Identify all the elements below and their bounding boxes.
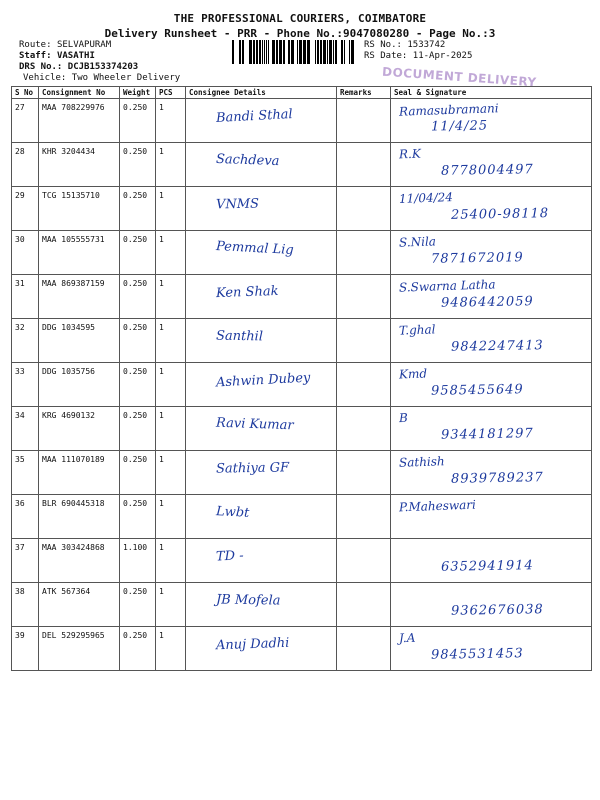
row-remarks — [337, 583, 391, 627]
table-row — [12, 187, 592, 231]
table-row — [12, 143, 592, 187]
consignee-handwriting: Ken Shak — [215, 283, 279, 302]
consignee-handwriting: Ravi Kumar — [215, 415, 294, 434]
row-sno: 36 — [12, 495, 39, 539]
runsheet-table — [11, 86, 592, 671]
signature-handwriting: S.Nila — [398, 234, 437, 250]
route-line — [19, 40, 111, 51]
row-remarks — [337, 275, 391, 319]
route-value: SELVAPURAM — [56, 40, 112, 50]
phone-handwriting: 9842247413 — [450, 338, 544, 355]
row-pcs: 1 — [156, 187, 186, 231]
row-pcs: 1 — [156, 451, 186, 495]
signature-handwriting: S.Swarna Latha — [398, 277, 496, 295]
signature-handwriting: R.K — [398, 146, 422, 162]
row-consignment-no: TCG 15135710 — [39, 187, 120, 231]
row-consignee-details — [186, 143, 337, 187]
row-remarks — [337, 99, 391, 143]
row-consignment-no: MAA 111070189 — [39, 451, 120, 495]
row-seal-signature — [391, 583, 592, 627]
row-consignment-no: DDG 1035756 — [39, 363, 120, 407]
row-sno: 32 — [12, 319, 39, 363]
row-sno: 38 — [12, 583, 39, 627]
col-consignment: Consignment No — [39, 87, 120, 99]
consignee-handwriting: Santhil — [215, 328, 264, 345]
row-remarks — [337, 143, 391, 187]
row-sno: 39 — [12, 627, 39, 671]
phone-handwriting: 9486442059 — [440, 294, 534, 311]
drs-label: DRS No.: — [19, 62, 63, 72]
row-weight: 0.250 — [120, 583, 156, 627]
row-seal-signature — [391, 495, 592, 539]
row-seal-signature — [391, 363, 592, 407]
table-row — [12, 99, 592, 143]
signature-handwriting: 11/04/24 — [398, 190, 454, 206]
row-consignment-no: DDG 1034595 — [39, 319, 120, 363]
row-pcs: 1 — [156, 275, 186, 319]
row-sno: 35 — [12, 451, 39, 495]
phone-handwriting: 9362676038 — [450, 602, 544, 619]
row-seal-signature — [391, 143, 592, 187]
row-sno: 30 — [12, 231, 39, 275]
signature-handwriting: T.ghal — [398, 322, 436, 338]
row-pcs: 1 — [156, 583, 186, 627]
row-consignment-no: MAA 708229976 — [39, 99, 120, 143]
row-weight: 0.250 — [120, 363, 156, 407]
table-row — [12, 539, 592, 583]
consignee-handwriting: JB Mofela — [215, 592, 281, 609]
row-consignment-no: KRG 4690132 — [39, 407, 120, 451]
vehicle-value: Two Wheeler Delivery — [71, 73, 181, 83]
table-row — [12, 495, 592, 539]
phone-handwriting: 9845531453 — [430, 646, 524, 663]
consignee-handwriting: TD - — [215, 548, 244, 565]
row-weight: 0.250 — [120, 627, 156, 671]
row-consignee-details — [186, 407, 337, 451]
rs-date-line — [364, 51, 472, 62]
row-pcs: 1 — [156, 99, 186, 143]
drs-value: DCJB153374203 — [67, 62, 139, 72]
row-seal-signature — [391, 407, 592, 451]
consignee-handwriting: VNMS — [215, 196, 260, 213]
col-consignee: Consignee Details — [186, 87, 337, 99]
row-pcs: 1 — [156, 231, 186, 275]
col-remarks: Remarks — [337, 87, 391, 99]
row-pcs: 1 — [156, 319, 186, 363]
row-consignment-no: ATK 567364 — [39, 583, 120, 627]
row-remarks — [337, 319, 391, 363]
phone-handwriting: 8778004497 — [440, 162, 534, 179]
runsheet-title: Delivery Runsheet - PRR - Phone No.:9047080280 - Page No.:3 — [104, 27, 496, 40]
row-weight: 0.250 — [120, 99, 156, 143]
vehicle-label: Vehicle: — [23, 73, 67, 83]
row-remarks — [337, 187, 391, 231]
vehicle-line — [23, 73, 180, 84]
drs-line — [19, 62, 138, 73]
rs-date-value: 11-Apr-2025 — [412, 51, 473, 61]
consignee-handwriting: Ashwin Dubey — [215, 370, 311, 391]
staff-value: VASATHI — [56, 51, 95, 61]
row-remarks — [337, 407, 391, 451]
table-header-row — [12, 87, 592, 99]
row-consignee-details — [186, 275, 337, 319]
phone-handwriting: 9585455649 — [430, 382, 524, 399]
row-seal-signature — [391, 627, 592, 671]
staff-label: Staff: — [19, 51, 52, 61]
row-seal-signature — [391, 275, 592, 319]
signature-handwriting: Ramasubramani — [398, 101, 499, 119]
barcode — [232, 40, 354, 64]
row-remarks — [337, 539, 391, 583]
rs-date-label: RS Date: — [364, 51, 408, 61]
row-pcs: 1 — [156, 407, 186, 451]
row-sno: 31 — [12, 275, 39, 319]
col-pcs: PCS — [156, 87, 186, 99]
row-seal-signature — [391, 231, 592, 275]
delivery-stamp: DOCUMENT DELIVERY — [381, 64, 538, 90]
signature-handwriting: Sathish — [398, 454, 445, 470]
row-remarks — [337, 231, 391, 275]
row-sno: 29 — [12, 187, 39, 231]
row-consignment-no: DEL 529295965 — [39, 627, 120, 671]
row-consignee-details — [186, 99, 337, 143]
table-row — [12, 451, 592, 495]
row-sno: 33 — [12, 363, 39, 407]
row-weight: 1.100 — [120, 539, 156, 583]
row-sno: 34 — [12, 407, 39, 451]
row-weight: 0.250 — [120, 319, 156, 363]
row-sno: 37 — [12, 539, 39, 583]
route-label: Route: — [19, 40, 52, 50]
phone-handwriting: 25400-98118 — [450, 206, 550, 223]
row-sno: 27 — [12, 99, 39, 143]
phone-handwriting: 11/4/25 — [430, 118, 489, 135]
col-weight: Weight — [120, 87, 156, 99]
row-weight: 0.250 — [120, 407, 156, 451]
row-consignee-details — [186, 539, 337, 583]
row-consignee-details — [186, 231, 337, 275]
row-consignment-no: MAA 105555731 — [39, 231, 120, 275]
table-row — [12, 407, 592, 451]
row-remarks — [337, 363, 391, 407]
signature-handwriting: P.Maheswari — [398, 497, 477, 515]
row-consignee-details — [186, 583, 337, 627]
row-seal-signature — [391, 319, 592, 363]
row-seal-signature — [391, 187, 592, 231]
consignee-handwriting: Pemmal Lig — [215, 238, 295, 259]
rs-no-line — [364, 40, 445, 51]
consignee-handwriting: Bandi Sthal — [215, 107, 294, 126]
row-weight: 0.250 — [120, 187, 156, 231]
row-pcs: 1 — [156, 363, 186, 407]
signature-handwriting: Kmd — [398, 366, 428, 382]
table-row — [12, 583, 592, 627]
row-seal-signature — [391, 539, 592, 583]
phone-handwriting: 9344181297 — [440, 426, 534, 443]
row-consignment-no: BLR 690445318 — [39, 495, 120, 539]
row-consignee-details — [186, 363, 337, 407]
row-consignee-details — [186, 319, 337, 363]
phone-handwriting: 8939789237 — [450, 470, 544, 487]
row-pcs: 1 — [156, 495, 186, 539]
row-weight: 0.250 — [120, 451, 156, 495]
staff-line — [19, 51, 95, 62]
row-consignment-no: MAA 303424868 — [39, 539, 120, 583]
consignee-handwriting: Anuj Dadhi — [215, 635, 290, 654]
row-consignee-details — [186, 451, 337, 495]
col-sno: S No — [12, 87, 39, 99]
row-consignee-details — [186, 187, 337, 231]
company-title: THE PROFESSIONAL COURIERS, COIMBATORE — [173, 12, 427, 25]
row-weight: 0.250 — [120, 143, 156, 187]
row-sno: 28 — [12, 143, 39, 187]
row-consignee-details — [186, 627, 337, 671]
row-remarks — [337, 495, 391, 539]
row-pcs: 1 — [156, 143, 186, 187]
phone-handwriting: 7871672019 — [430, 250, 524, 267]
row-remarks — [337, 627, 391, 671]
table-row — [12, 319, 592, 363]
table-row — [12, 275, 592, 319]
rs-no-label: RS No.: — [364, 40, 402, 50]
table-row — [12, 363, 592, 407]
rs-no-value: 1533742 — [407, 40, 446, 50]
phone-handwriting: 6352941914 — [440, 558, 534, 575]
row-consignee-details — [186, 495, 337, 539]
row-consignment-no: KHR 3204434 — [39, 143, 120, 187]
row-seal-signature — [391, 451, 592, 495]
row-weight: 0.250 — [120, 495, 156, 539]
col-seal-signature: Seal & Signature — [391, 87, 592, 99]
row-pcs: 1 — [156, 539, 186, 583]
consignee-handwriting: Lwbt — [215, 504, 250, 521]
row-remarks — [337, 451, 391, 495]
row-pcs: 1 — [156, 627, 186, 671]
table-row — [12, 627, 592, 671]
row-weight: 0.250 — [120, 231, 156, 275]
signature-handwriting: B — [398, 410, 409, 426]
row-weight: 0.250 — [120, 275, 156, 319]
table-row — [12, 231, 592, 275]
consignee-handwriting: Sathiya GF — [215, 460, 290, 477]
row-consignment-no: MAA 869387159 — [39, 275, 120, 319]
row-seal-signature — [391, 99, 592, 143]
signature-handwriting: J.A — [398, 630, 416, 646]
consignee-handwriting: Sachdeva — [215, 151, 280, 170]
